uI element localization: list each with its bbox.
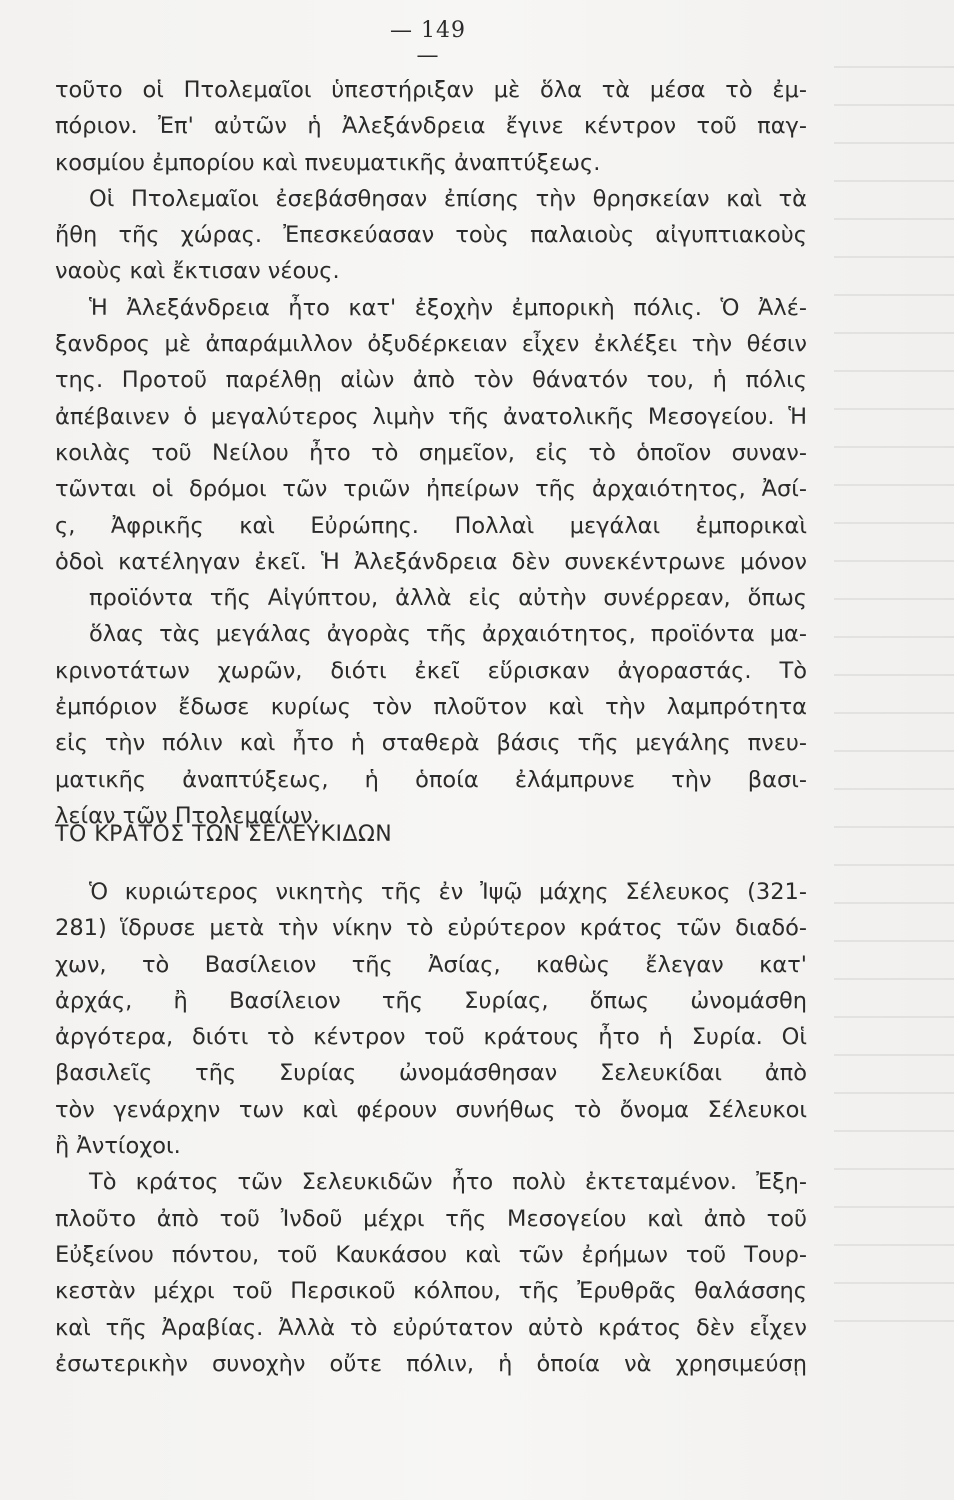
text-line: ὅλας τὰς μεγάλας ἀγορὰς τῆς ἀρχαιότητος, προϊόντα μα- [89,621,807,648]
text-line: ἀρχάς, ἢ Βασίλειον τῆς Συρίας, ὅπως ὠνομάσθη [55,987,807,1014]
text-line: ἀργότερα, διότι τὸ κέντρον τοῦ κράτους ἦτο ἡ Συρία. Οἱ [55,1024,807,1051]
text-line: εἰς τὴν πόλιν καὶ ἦτο ἡ σταθερὰ βάσις τῆς μεγάλης πνευ- [55,730,807,757]
text-line: πόριον. Ἐπ' αὐτῶν ἡ Ἀλεξάνδρεια ἔγινε κέντρον τοῦ παγ- [55,113,807,140]
text-line: Οἱ Πτολεμαῖοι ἐσεβάσθησαν ἐπίσης τὴν θρησκείαν καὶ τὰ [89,185,807,212]
text-line: ἐσωτερικὴν συνοχὴν οὔτε πόλιν, ἡ ὁποία νὰ χρησιμεύσῃ [55,1350,807,1377]
page-number: — 149 — [390,18,466,68]
text-line: χων, τὸ Βασίλειον τῆς Ἀσίας, καθὼς ἔλεγαν κατ' [55,951,807,978]
text-line: ἀπέβαινεν ὁ μεγαλύτερος λιμὴν τῆς ἀνατολικῆς Μεσογείου. Ἡ [55,403,807,430]
text-line: ναοὺς καὶ ἔκτισαν νέους. [55,258,340,285]
text-line: πλοῦτο ἀπὸ τοῦ Ἰνδοῦ μέχρι τῆς Μεσογείου καὶ ἀπὸ τοῦ [55,1205,807,1232]
text-line: καὶ τῆς Ἀραβίας. Ἀλλὰ τὸ εὐρύτατον αὐτὸ κράτος δὲν εἶχεν [55,1314,807,1341]
text-line: κοσμίου ἐμπορίου καὶ πνευματικῆς ἀναπτύξεως. [55,149,601,176]
text-line: ματικῆς ἀναπτύξεως, ἡ ὁποία ἐλάμπρυνε τὴν βασι- [55,766,807,793]
text-line: λείαν τῶν Πτολεμαίων. [55,802,320,829]
text-line: Τὸ κράτος τῶν Σελευκιδῶν ἦτο πολὺ ἐκτεταμένον. Ἐξη- [89,1169,807,1196]
text-line: κεστὰν μέχρι τοῦ Περσικοῦ κόλπου, τῆς Ἐρυθρᾶς θαλάσσης [55,1278,807,1305]
text-line: ὁδοὶ κατέληγαν ἐκεῖ. Ἡ Ἀλεξάνδρεια δὲν συνεκέντρωνε μόνον [55,548,807,575]
text-line: 281) ἵδρυσε μετὰ τὴν νίκην τὸ εὐρύτερον κράτος τῶν διαδό- [55,915,807,942]
text-line: τῶνται οἱ δρόμοι τῶν τριῶν ἠπείρων τῆς ἀρχαιότητος, Ἀσί- [55,476,807,503]
text-line: κρινοτάτων χωρῶν, διότι ἐκεῖ εὕρισκαν ἀγοραστάς. Τὸ [55,657,807,684]
text-line: Εὐξείνου πόντου, τοῦ Καυκάσου καὶ τῶν ἐρήμων τοῦ Τουρ- [55,1241,807,1268]
text-line: Ἡ Ἀλεξάνδρεια ἦτο κατ' ἐξοχὴν ἐμπορικὴ πόλις. Ὁ Ἀλέ- [89,294,807,321]
text-line: κοιλὰς τοῦ Νείλου ἦτο τὸ σημεῖον, εἰς τὸ ὁποῖον συναν- [55,439,807,466]
text-line: ς, Ἀφρικῆς καὶ Εὐρώπης. Πολλαὶ μεγάλαι ἐμπορικαὶ [55,512,807,539]
text-line: της. Προτοῦ παρέλθῃ αἰὼν ἀπὸ τὸν θάνατόν του, ἡ πόλις [55,367,807,394]
bleed-through-text [834,40,954,1340]
text-line: προϊόντα τῆς Αἰγύπτου, ἀλλὰ εἰς αὐτὴν συνέρρεαν, ὅπως [89,585,807,612]
text-line: τοῦτο οἱ Πτολεμαῖοι ὑπεστήριξαν μὲ ὅλα τὰ μέσα τὸ ἐμ- [55,77,807,103]
body-text-bottom [55,874,807,1382]
text-line: βασιλεῖς τῆς Συρίας ὠνομάσθησαν Σελευκίδαι ἀπὸ [55,1060,807,1087]
text-line: ἤθη τῆς χώρας. Ἐπεσκεύασαν τοὺς παλαιοὺς αἰγυπτιακοὺς [55,222,807,249]
text-line: Ὁ κυριώτερος νικητὴς τῆς ἐν Ἰψῷ μάχης Σέλευκος (321- [89,879,807,905]
text-line: ἐμπόριον ἔδωσε κυρίως τὸν πλοῦτον καὶ τὴν λαμπρότητα [55,694,807,721]
body-text-top [55,72,807,834]
text-line: τὸν γενάρχην των καὶ φέρουν συνήθως τὸ ὄνομα Σέλευκοι [55,1096,807,1123]
text-line: ξανδρος μὲ ἀπαράμιλλον ὀξυδέρκειαν εἶχεν ἐκλέξει τὴν θέσιν [55,331,807,358]
text-line: ἢ Ἀντίοχοι. [55,1133,181,1160]
section-heading: ΤΟ ΚΡΑΤΟΣ ΤΩΝ ΣΕΛΕΥΚΙΔΩΝ [55,822,393,847]
